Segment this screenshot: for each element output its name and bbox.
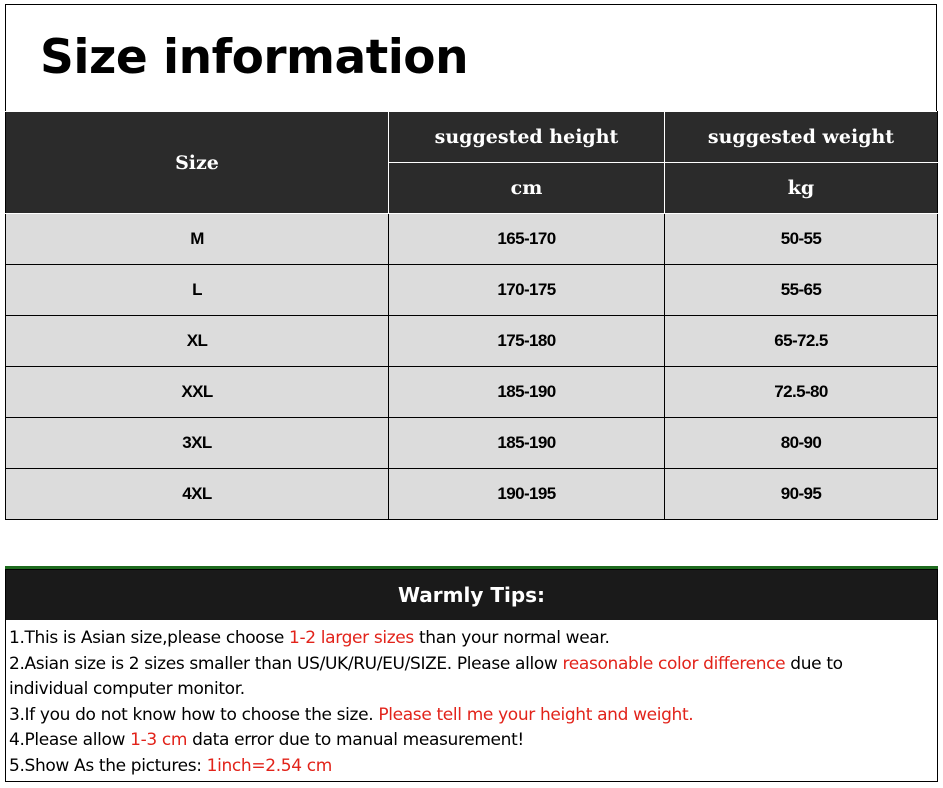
weight-unit: kg <box>665 163 938 214</box>
size-cell: 4XL <box>6 469 389 520</box>
tip-highlight: 1-3 cm <box>130 730 188 750</box>
weight-cell: 65-72.5 <box>665 316 938 367</box>
tip-text: than your normal wear. <box>413 628 610 648</box>
size-column-header: Size <box>6 112 389 214</box>
page-title: Size information <box>40 30 469 85</box>
tip-text: due to <box>785 653 843 674</box>
tip-text: 5.Show As the pictures: <box>9 755 207 776</box>
table-row <box>6 367 938 418</box>
weight-cell: 80-90 <box>665 418 938 469</box>
table-header-row <box>6 112 938 163</box>
tip-2-continued <box>9 677 933 703</box>
table-row <box>6 316 938 367</box>
height-cell: 185-190 <box>389 418 665 469</box>
table-row <box>6 469 938 520</box>
weight-cell: 90-95 <box>665 469 938 520</box>
tip-highlight: 1-2 larger sizes <box>289 628 414 648</box>
tip-text: 3.If you do not know how to choose the size. <box>9 704 379 725</box>
table-row <box>6 265 938 316</box>
height-cell: 190-195 <box>389 469 665 520</box>
tip-4 <box>9 728 933 754</box>
tip-text: 2.Asian size is 2 sizes smaller than US/UK/RU/EU/SIZE. Please allow <box>9 653 563 674</box>
weight-cell: 72.5-80 <box>665 367 938 418</box>
tip-text: 4.Please allow <box>9 730 131 750</box>
tips-header: Warmly Tips: <box>6 570 937 620</box>
tip-text: 1.This is Asian size,please choose <box>9 628 290 648</box>
tip-highlight: Please tell me your height and weight. <box>378 704 694 725</box>
size-information-panel <box>5 4 937 517</box>
tip-3 <box>9 703 933 729</box>
size-cell: XXL <box>6 367 389 418</box>
tip-1 <box>9 626 933 652</box>
weight-cell: 55-65 <box>665 265 938 316</box>
size-cell: XL <box>6 316 389 367</box>
tips-body <box>9 626 933 779</box>
height-cell: 175-180 <box>389 316 665 367</box>
weight-column-header: suggested weight <box>665 112 938 163</box>
table-row <box>6 418 938 469</box>
tip-5 <box>9 754 933 780</box>
height-cell: 170-175 <box>389 265 665 316</box>
size-cell: 3XL <box>6 418 389 469</box>
height-column-header: suggested height <box>389 112 665 163</box>
height-cell: 165-170 <box>389 214 665 265</box>
warmly-tips-panel <box>5 569 938 782</box>
tip-text: individual computer monitor. <box>9 679 245 699</box>
tip-highlight: 1inch=2.54 cm <box>206 755 332 776</box>
size-table <box>5 111 938 520</box>
size-cell: M <box>6 214 389 265</box>
weight-cell: 50-55 <box>665 214 938 265</box>
tip-text: data error due to manual measurement! <box>187 730 524 750</box>
size-cell: L <box>6 265 389 316</box>
table-row <box>6 214 938 265</box>
height-unit: cm <box>389 163 665 214</box>
height-cell: 185-190 <box>389 367 665 418</box>
tip-highlight: reasonable color difference <box>562 653 786 674</box>
tip-2 <box>9 652 933 678</box>
